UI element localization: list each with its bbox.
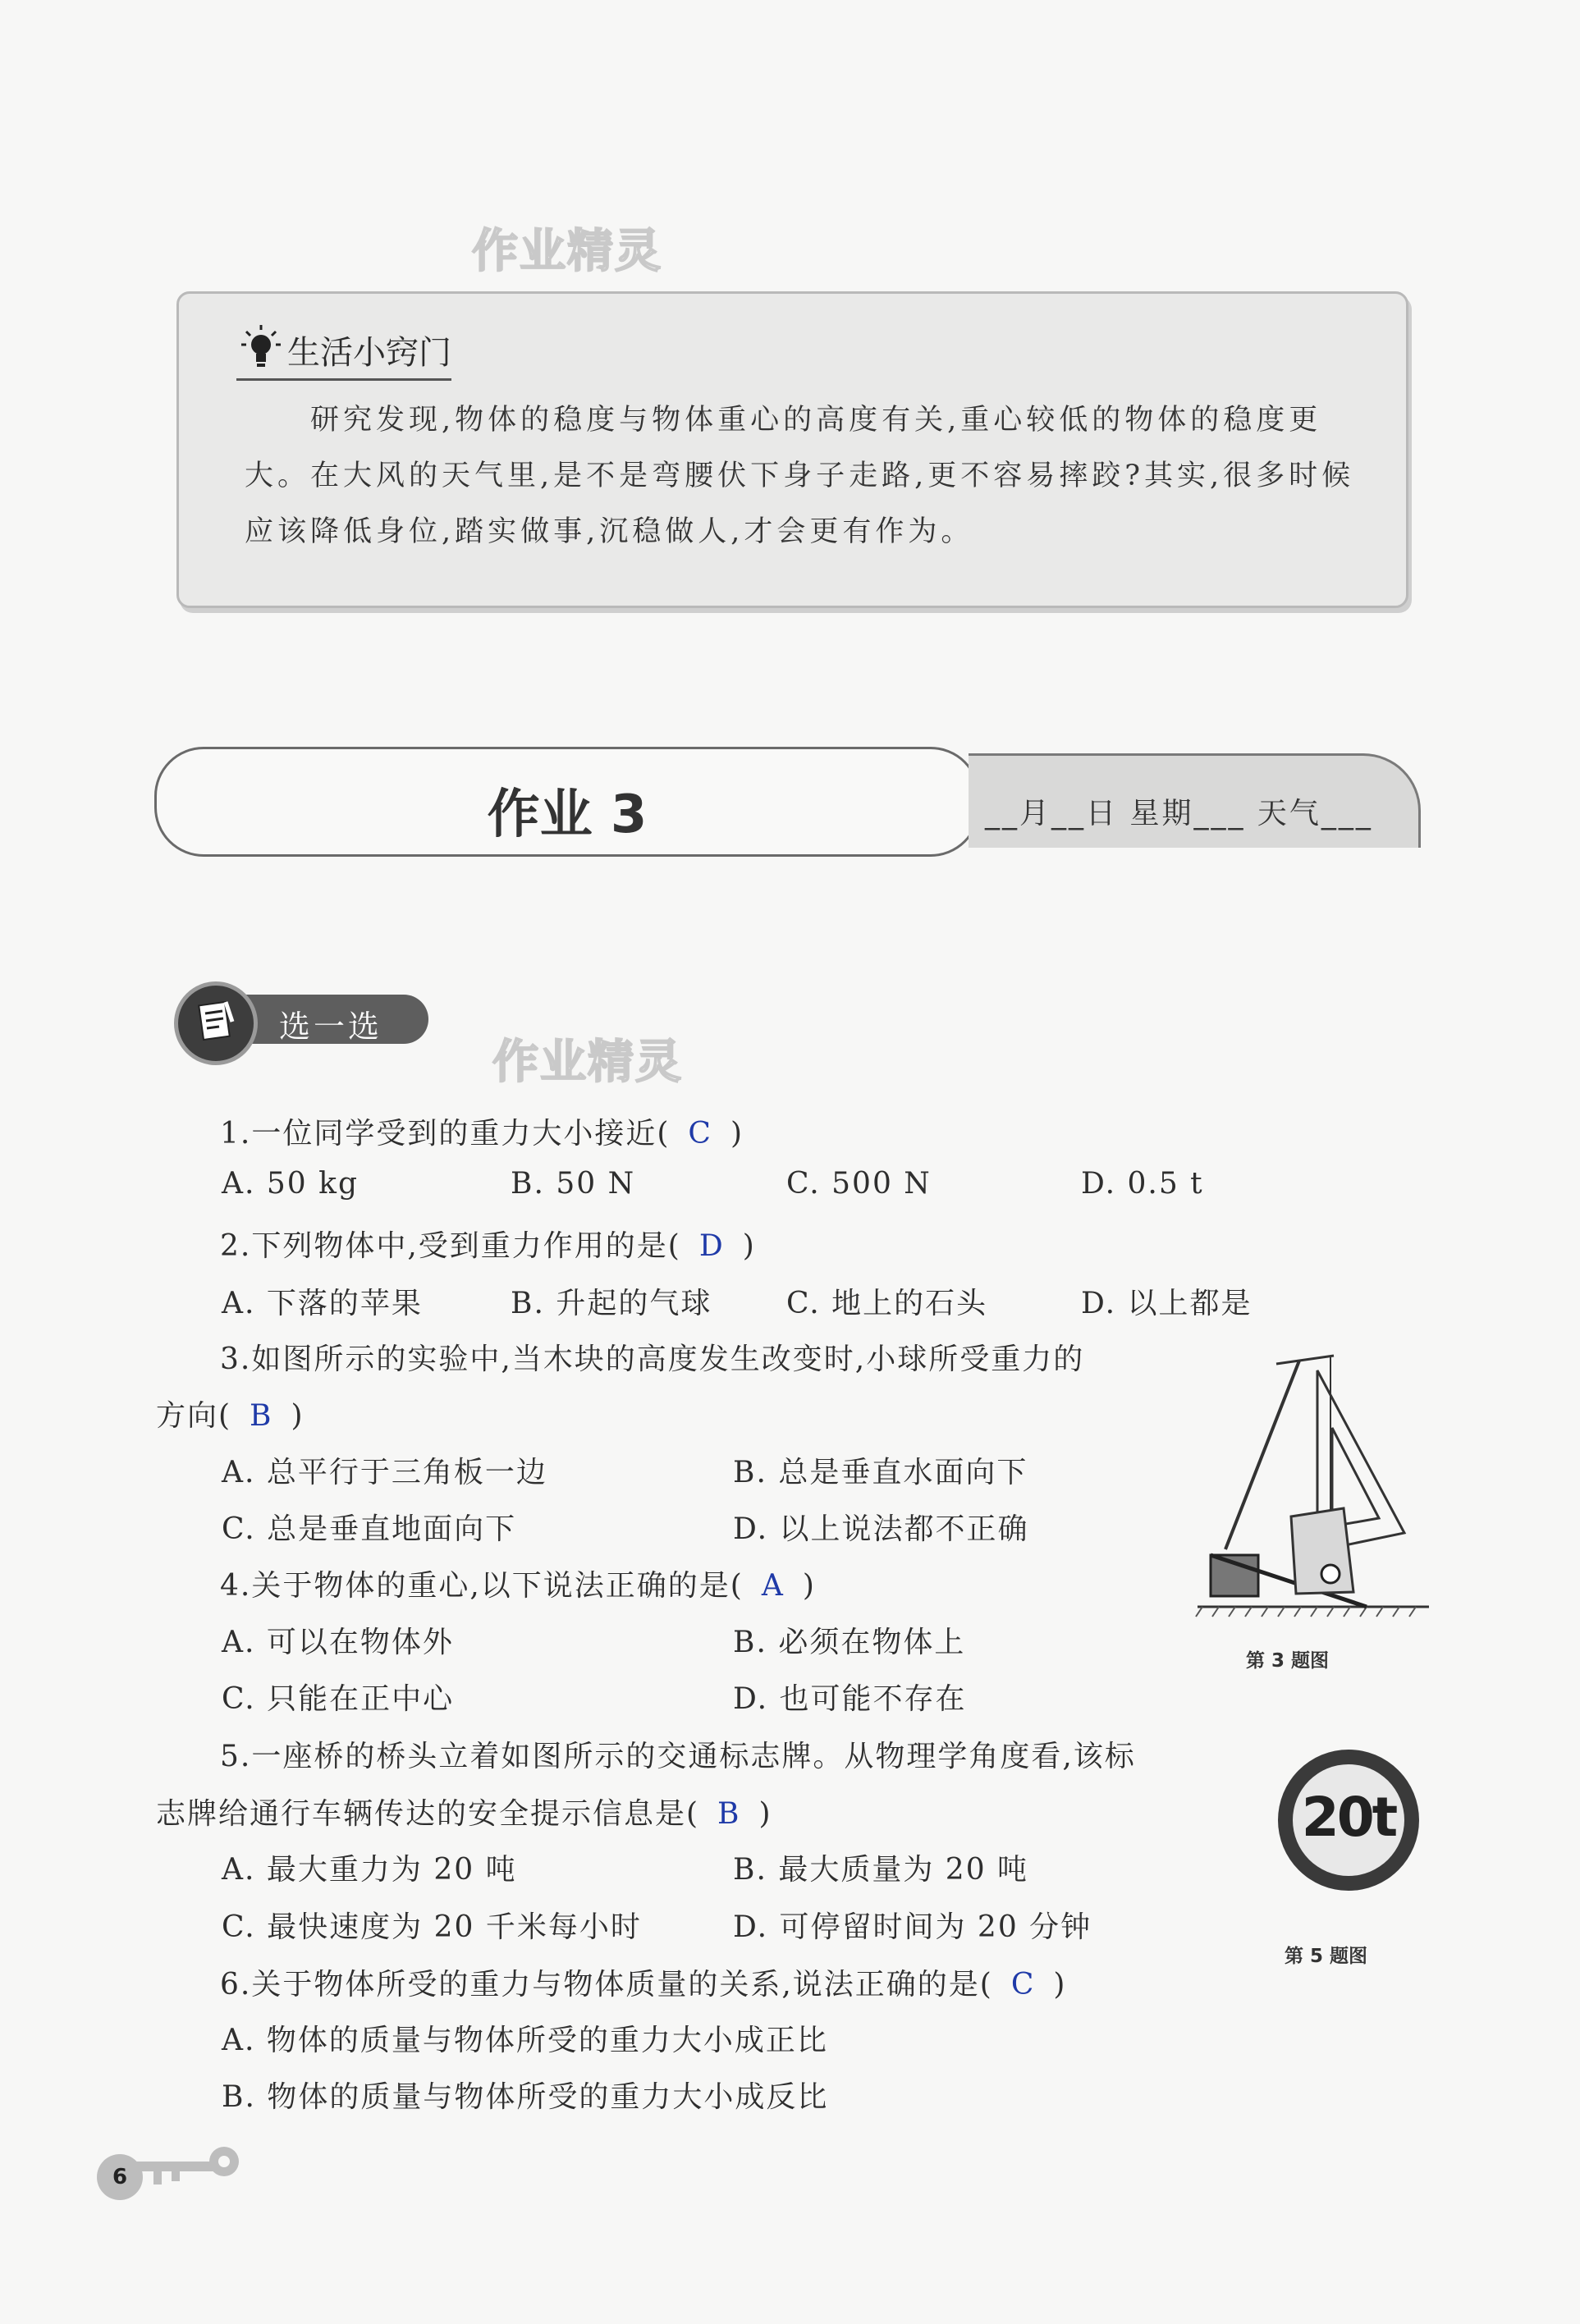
tip-title xyxy=(236,327,451,381)
notepad-icon xyxy=(174,981,258,1065)
tip-box xyxy=(176,291,1408,608)
option: B. 物体的质量与物体所受的重力大小成反比 xyxy=(222,2080,829,2114)
option: A. 下落的苹果 xyxy=(222,1287,423,1320)
option: A. 总平行于三角板一边 xyxy=(222,1456,547,1489)
question-3-stem: 3.如图所示的实验中,当木块的高度发生改变时,小球所受重力的 xyxy=(220,1343,1085,1376)
key-icon xyxy=(135,2143,242,2196)
watermark: 作业精灵 xyxy=(492,1036,683,1089)
option: D. 以上说法都不正确 xyxy=(733,1512,1029,1546)
option: C. 总是垂直地面向下 xyxy=(222,1512,517,1546)
option: C. 地上的石头 xyxy=(786,1287,988,1320)
question-3-stem-cont: 方向( B ) xyxy=(156,1399,305,1433)
option: B. 最大质量为 20 吨 xyxy=(733,1853,1029,1887)
page-number: 6 xyxy=(97,2154,143,2200)
option: A. 可以在物体外 xyxy=(222,1626,454,1659)
question-5-stem: 5.一座桥的桥头立着如图所示的交通标志牌。从物理学角度看,该标 xyxy=(220,1740,1136,1773)
option: A. 物体的质量与物体所受的重力大小成正比 xyxy=(222,2024,828,2057)
option: B. 总是垂直水面向下 xyxy=(733,1456,1028,1489)
traffic-sign xyxy=(1275,1746,1422,1894)
figure-3-apparatus xyxy=(1194,1354,1432,1628)
option: C. 500 N xyxy=(786,1167,932,1201)
option: A. 最大重力为 20 吨 xyxy=(222,1853,517,1887)
question-6-stem: 6.关于物体所受的重力与物体质量的关系,说法正确的是( C ) xyxy=(220,1968,1067,2001)
option: D. 可停留时间为 20 分钟 xyxy=(733,1910,1092,1944)
homework-title: 作业 3 xyxy=(487,785,648,845)
answer-4: A xyxy=(761,1569,785,1603)
figure-5-caption: 第 5 题图 xyxy=(1285,1946,1368,1967)
option: C. 只能在正中心 xyxy=(222,1682,455,1716)
option: D. 也可能不存在 xyxy=(733,1682,967,1716)
option: D. 0.5 t xyxy=(1081,1167,1204,1201)
question-1-stem: 1.一位同学受到的重力大小接近( C ) xyxy=(220,1117,744,1151)
option: C. 最快速度为 20 千米每小时 xyxy=(222,1910,642,1944)
tip-title-text: 生活小窍门 xyxy=(287,334,451,372)
question-5-stem-cont: 志牌给通行车辆传达的安全提示信息是( B ) xyxy=(156,1797,772,1831)
homework-banner xyxy=(154,747,980,857)
answer-6: C xyxy=(1010,1968,1036,2001)
sign-text: 20t xyxy=(1301,1786,1396,1849)
date-weather-line: __月__日 星期___ 天气___ xyxy=(985,797,1373,830)
answer-3: B xyxy=(250,1399,273,1433)
watermark: 作业精灵 xyxy=(472,225,662,278)
option: B. 必须在物体上 xyxy=(733,1626,966,1659)
option: B. 升起的气球 xyxy=(511,1287,712,1320)
answer-1: C xyxy=(688,1117,712,1151)
answer-5: B xyxy=(717,1797,741,1831)
option: A. 50 kg xyxy=(222,1167,359,1201)
section-label: 选一选 xyxy=(279,1009,383,1045)
date-weather-panel xyxy=(969,753,1421,848)
option: B. 50 N xyxy=(511,1167,636,1201)
question-2-stem: 2.下列物体中,受到重力作用的是( D ) xyxy=(220,1229,756,1263)
figure-3-caption: 第 3 题图 xyxy=(1246,1650,1330,1672)
lightbulb-icon xyxy=(240,323,282,377)
option: D. 以上都是 xyxy=(1081,1287,1253,1320)
answer-2: D xyxy=(698,1229,725,1263)
question-4-stem: 4.关于物体的重心,以下说法正确的是( A ) xyxy=(220,1569,816,1603)
tip-text: 研究发现,物体的稳度与物体重心的高度有关,重心较低的物体的稳度更大。在大风的天气里,是不是弯腰伏下身子走路,更不容易摔跤?其实,很多时候应该降低身位,踏实做事,沉稳做人,才会更有作为。 xyxy=(245,404,1355,548)
